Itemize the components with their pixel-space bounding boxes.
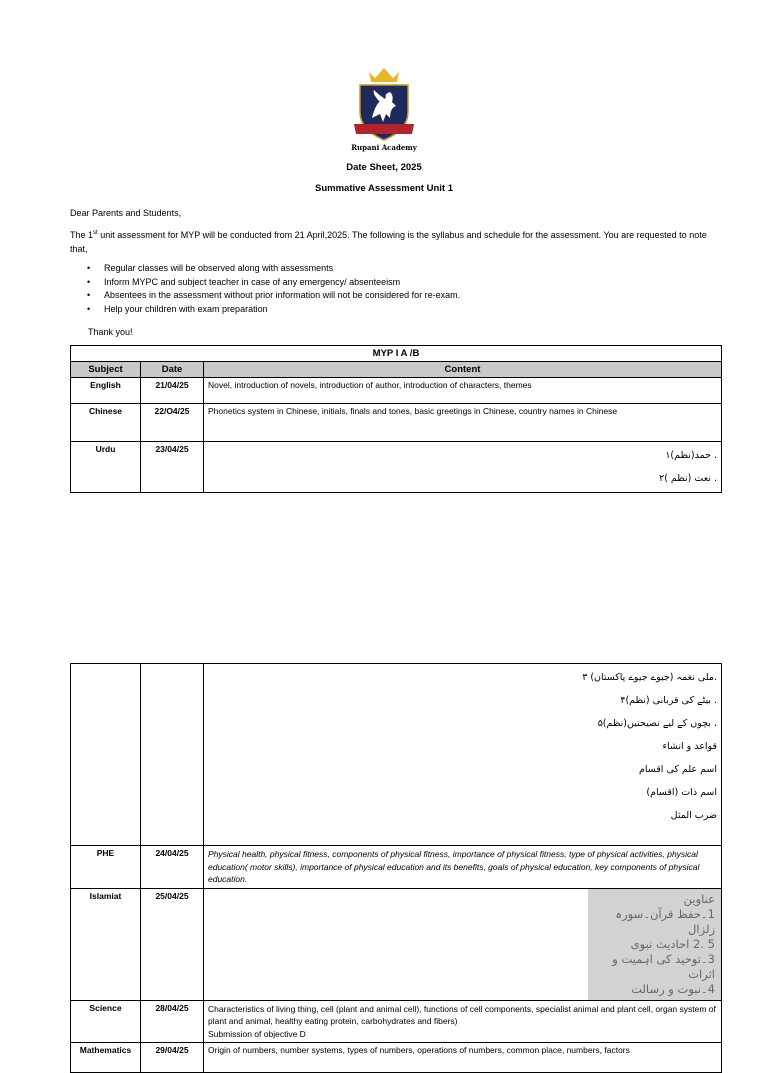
column-header: Content [204,362,722,378]
closing: Thank you! [88,327,133,337]
table-title: MYP I A /B [71,346,722,362]
list-item: • Help your children with exam preparation [104,303,724,317]
list-item: • Absentees in the assessment without prior information will not be considered for re-exam. [104,289,724,303]
table-row: Urdu 23/04/25 . حمد(نظم)۱ . نعت (نظم )۲ [71,442,722,493]
schedule-table [70,345,722,493]
table-row: Islamiat 25/04/25 عناوین 1۔حفظ قرآن۔سورہ زلزال 5 .2 احادیث نبوی 3۔توحید کی اہمیت و اثرات 4۔نبوت و رسالت [71,888,722,1000]
list-item: • Inform MYPC and subject teacher in case of any emergency/ absenteeism [104,276,724,290]
table-row: English 21/04/25 Novel, introduction of novels, introduction of author, introduction of characters, themes [71,378,722,404]
islamiat-content-image: عناوین 1۔حفظ قرآن۔سورہ زلزال 5 .2 احادیث نبوی 3۔توحید کی اہمیت و اثرات 4۔نبوت و رسالت [588,889,721,1000]
intro-paragraph: The 1st unit assessment for MYP will be conducted from 21 April,2025. The following is the syllabus and schedule for the assessment. You are requested to note that, [70,230,707,254]
schedule-table-continued [70,663,722,1073]
document-title: Date Sheet, 2025 [346,162,422,173]
academy-name: Rupani Academy [351,143,417,152]
list-item: • Regular classes will be observed along with assessments [104,262,724,276]
table-row: PHE 24/04/25 Physical health, physical fitness, components of physical fitness, importance of physical fitness, type of physical activities, physical education( motor skills), importance of physical education and its benefits, goals of physical education, key components of physical education. [71,846,722,889]
document-subtitle: Summative Assessment Unit 1 [315,183,453,194]
table-row: Mathematics 29/04/25 Origin of numbers, number systems, types of numbers, operations of numbers, common place, numbers, factors [71,1043,722,1073]
column-header: Date [141,362,204,378]
academy-logo [350,66,418,156]
salutation: Dear Parents and Students, [70,208,182,218]
table-row: Chinese 22/O4/25 Phonetics system in Chinese, initials, finals and tones, basic greetings in Chinese, country names in Chinese [71,404,722,442]
notice-list [70,262,724,316]
table-row: .ملی نغمہ (جیوے جیوے پاکستان) ۳ . بیٹے کی قربانی (نظم)۴ . بچوں کے لیے نصیحتیں(نظم)۵ قواعد و انشاء اسم علم کی اقسام اسم ذات (اقسام) ضرب المثل [71,664,722,846]
column-header: Subject [71,362,141,378]
table-row: Science 28/04/25 Characteristics of living thing, cell (plant and animal cell), functions of cell components, specialist animal and plant cell, organ system of plant and animal, healthy eating protein, carbohydrates and fibers) Submission of objective D [71,1000,722,1043]
